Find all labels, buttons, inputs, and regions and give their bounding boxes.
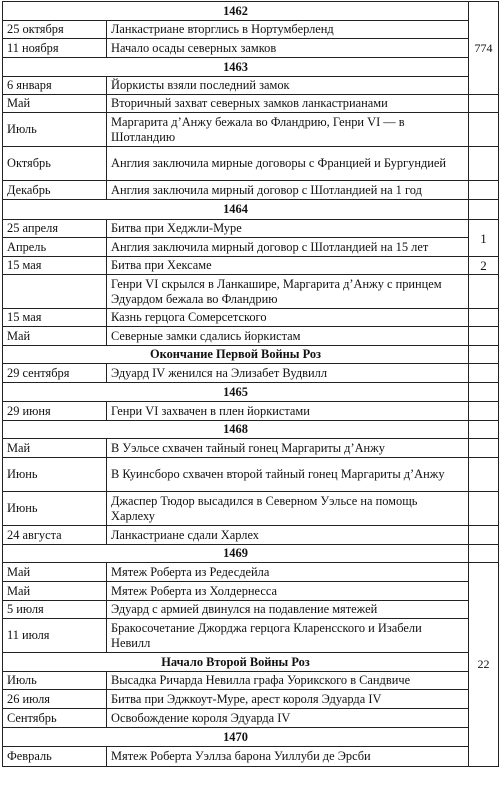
event-text: Северные замки сдались йоркистам xyxy=(107,327,469,346)
event-text: Джаспер Тюдор высадился в Северном Уэльсе на помощь Харлеху xyxy=(107,492,469,526)
event-text: Англия заключила мирный договор с Шотландией на 1 год xyxy=(107,181,469,200)
event-row xyxy=(3,309,499,327)
year-heading-row xyxy=(3,653,499,672)
event-row xyxy=(3,563,499,582)
event-text: Генри VI скрылся в Ланкашире, Маргарита д’Анжу с принцем Эдуардом бежала во Фландрию xyxy=(107,275,469,309)
event-date: Декабрь xyxy=(3,181,107,200)
reference-number: 2 xyxy=(469,257,499,275)
event-row xyxy=(3,492,499,526)
event-date: 29 сентября xyxy=(3,364,107,383)
year-heading-row xyxy=(3,728,499,747)
event-text: Ланкастриане сдали Харлех xyxy=(107,526,469,545)
event-date: 11 ноября xyxy=(3,39,107,58)
event-date: Май xyxy=(3,327,107,346)
event-row xyxy=(3,747,499,767)
event-row xyxy=(3,275,499,309)
event-text: Освобождение короля Эдуарда IV xyxy=(107,709,469,728)
empty-reference-cell xyxy=(469,545,499,563)
year-heading-row xyxy=(3,545,499,563)
event-row xyxy=(3,364,499,383)
empty-reference-cell xyxy=(469,113,499,147)
empty-reference-cell xyxy=(469,364,499,383)
event-row xyxy=(3,582,499,601)
event-row xyxy=(3,257,499,275)
event-text: Генри VI захвачен в плен йоркистами xyxy=(107,402,469,421)
year-heading-row xyxy=(3,346,499,364)
year-heading: 1470 xyxy=(3,728,469,747)
year-heading-row xyxy=(3,383,499,402)
year-heading: 1463 xyxy=(3,58,469,77)
event-row xyxy=(3,458,499,492)
year-heading: 1468 xyxy=(3,421,469,439)
empty-reference-cell xyxy=(469,200,499,220)
event-row xyxy=(3,601,499,619)
event-row xyxy=(3,77,499,95)
year-heading: 1462 xyxy=(3,2,469,21)
empty-reference-cell xyxy=(469,181,499,200)
event-text: Битва при Хексаме xyxy=(107,257,469,275)
event-row xyxy=(3,709,499,728)
event-text: Мятеж Роберта из Редесдейла xyxy=(107,563,469,582)
event-text: Битва при Эджкоут-Муре, арест короля Эдуарда IV xyxy=(107,690,469,709)
event-text: Мятеж Роберта Уэллза барона Уиллуби де Эрсби xyxy=(107,747,469,767)
event-row xyxy=(3,672,499,690)
event-date: Сентябрь xyxy=(3,709,107,728)
year-heading-row xyxy=(3,58,499,77)
event-text: В Куинсборо схвачен второй тайный гонец Маргариты д’Анжу xyxy=(107,458,469,492)
event-row xyxy=(3,619,499,653)
event-date: 26 июля xyxy=(3,690,107,709)
event-text: Эдуард IV женился на Элизабет Вудвилл xyxy=(107,364,469,383)
event-row xyxy=(3,39,499,58)
empty-reference-cell xyxy=(469,95,499,113)
event-row xyxy=(3,21,499,39)
empty-reference-cell xyxy=(469,309,499,327)
event-date xyxy=(3,275,107,309)
reference-number: 22 xyxy=(469,563,499,767)
event-row xyxy=(3,220,499,238)
event-date: 25 апреля xyxy=(3,220,107,238)
event-date: 25 октября xyxy=(3,21,107,39)
event-text: Бракосочетание Джорджа герцога Кларенсского и Изабели Невилл xyxy=(107,619,469,653)
empty-reference-cell xyxy=(469,526,499,545)
event-date: Июль xyxy=(3,113,107,147)
empty-reference-cell xyxy=(469,421,499,439)
event-row xyxy=(3,181,499,200)
event-text: Эдуард с армией двинулся на подавление мятежей xyxy=(107,601,469,619)
event-text: Англия заключила мирные договоры с Францией и Бургундией xyxy=(107,147,469,181)
empty-reference-cell xyxy=(469,147,499,181)
year-heading-row xyxy=(3,2,499,21)
empty-reference-cell xyxy=(469,275,499,309)
event-row xyxy=(3,238,499,257)
event-row xyxy=(3,113,499,147)
event-text: Англия заключила мирный договор с Шотландией на 15 лет xyxy=(107,238,469,257)
event-date: Июнь xyxy=(3,492,107,526)
event-text: Маргарита д’Анжу бежала во Фландрию, Генри VI — в Шотландию xyxy=(107,113,469,147)
year-heading: 1464 xyxy=(3,200,469,220)
event-text: Битва при Хеджли-Муре xyxy=(107,220,469,238)
year-heading: Окончание Первой Войны Роз xyxy=(3,346,469,364)
event-date: 6 января xyxy=(3,77,107,95)
event-date: 11 июля xyxy=(3,619,107,653)
event-date: 15 мая xyxy=(3,257,107,275)
event-row xyxy=(3,95,499,113)
event-text: Высадка Ричарда Невилла графа Уорикского в Сандвиче xyxy=(107,672,469,690)
empty-reference-cell xyxy=(469,439,499,458)
empty-reference-cell xyxy=(469,346,499,364)
event-date: Май xyxy=(3,95,107,113)
empty-reference-cell xyxy=(469,327,499,346)
event-date: Февраль xyxy=(3,747,107,767)
reference-number: 1 xyxy=(469,220,499,257)
event-text: Вторичный захват северных замков ланкастрианами xyxy=(107,95,469,113)
empty-reference-cell xyxy=(469,402,499,421)
event-date: Апрель xyxy=(3,238,107,257)
event-date: Май xyxy=(3,439,107,458)
event-text: Казнь герцога Сомерсетского xyxy=(107,309,469,327)
chronology-table xyxy=(2,1,499,767)
event-text: Мятеж Роберта из Холдернесса xyxy=(107,582,469,601)
event-date: Июнь xyxy=(3,458,107,492)
year-heading-row xyxy=(3,421,499,439)
event-row xyxy=(3,327,499,346)
event-text: Йоркисты взяли последний замок xyxy=(107,77,469,95)
year-heading: 1469 xyxy=(3,545,469,563)
year-heading: 1465 xyxy=(3,383,469,402)
event-row xyxy=(3,147,499,181)
event-date: Октябрь xyxy=(3,147,107,181)
event-text: В Уэльсе схвачен тайный гонец Маргариты д’Анжу xyxy=(107,439,469,458)
event-row xyxy=(3,690,499,709)
event-row xyxy=(3,526,499,545)
event-text: Начало осады северных замков xyxy=(107,39,469,58)
empty-reference-cell xyxy=(469,383,499,402)
event-date: 24 августа xyxy=(3,526,107,545)
event-row xyxy=(3,402,499,421)
event-text: Ланкастриане вторглись в Нортумберленд xyxy=(107,21,469,39)
event-date: 5 июля xyxy=(3,601,107,619)
reference-number: 774 xyxy=(469,2,499,95)
event-date: 15 мая xyxy=(3,309,107,327)
event-date: Май xyxy=(3,582,107,601)
event-date: Май xyxy=(3,563,107,582)
event-date: Июль xyxy=(3,672,107,690)
year-heading: Начало Второй Войны Роз xyxy=(3,653,469,672)
year-heading-row xyxy=(3,200,499,220)
event-date: 29 июня xyxy=(3,402,107,421)
event-row xyxy=(3,439,499,458)
empty-reference-cell xyxy=(469,492,499,526)
empty-reference-cell xyxy=(469,458,499,492)
